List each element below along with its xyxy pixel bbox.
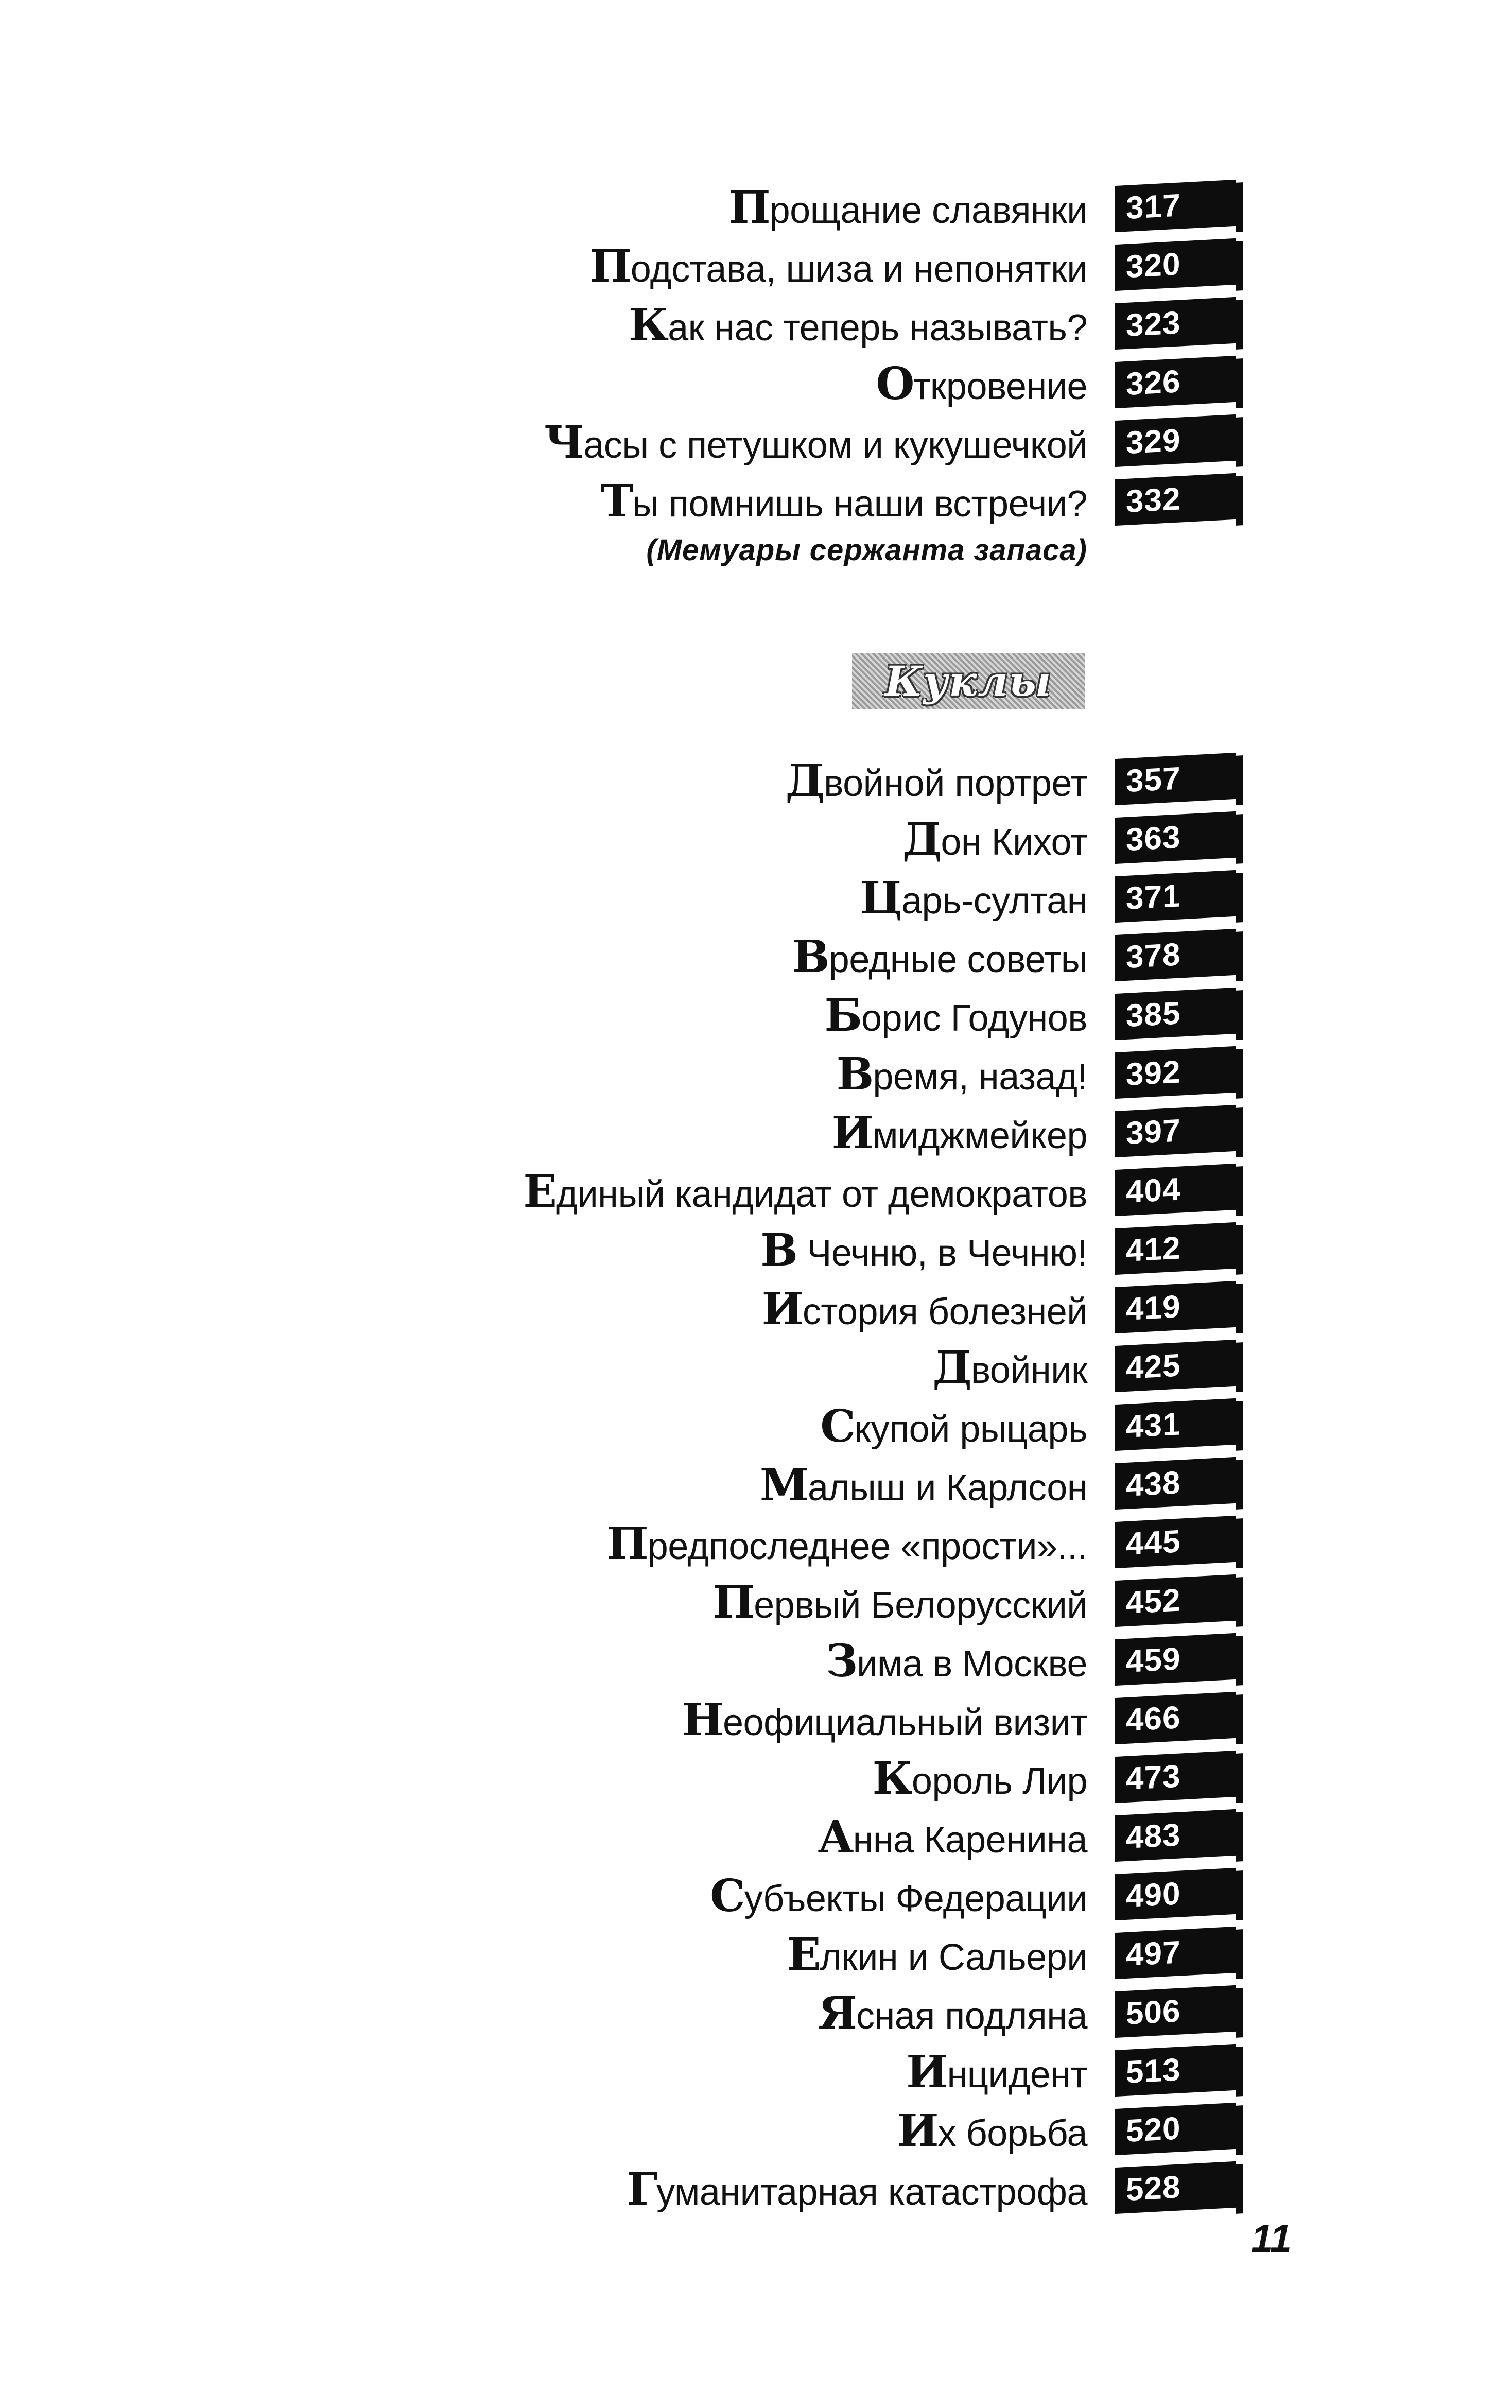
toc-entry-title xyxy=(818,1987,1087,2039)
page-number-badge: 332 xyxy=(1115,473,1236,526)
title-text: ткровение xyxy=(913,366,1087,407)
drop-cap: С xyxy=(820,1400,855,1452)
drop-cap: И xyxy=(761,1283,803,1335)
toc-entry-title xyxy=(761,1283,1087,1335)
toc-entry xyxy=(0,1284,1512,1336)
toc-entry-title xyxy=(606,1518,1087,1570)
page-folio: 11 xyxy=(1251,2217,1292,2261)
toc-entry xyxy=(0,815,1512,866)
section-label: Куклы xyxy=(852,653,1085,709)
title-text: убъекты Федерации xyxy=(744,1878,1087,1919)
drop-cap: М xyxy=(759,1459,808,1511)
page-number-badge: 329 xyxy=(1115,414,1236,467)
toc-entry xyxy=(0,1695,1512,1746)
drop-cap: Д xyxy=(785,755,824,807)
title-text: алыш и Карлсон xyxy=(808,1467,1087,1509)
title-text: еофициальный визит xyxy=(723,1702,1087,1743)
title-text: уманитарная катастрофа xyxy=(656,2172,1087,2213)
title-text: ремя, назад! xyxy=(873,1056,1087,1098)
drop-cap: Д xyxy=(932,1342,971,1394)
toc-entry xyxy=(0,1343,1512,1394)
page-number-badge: 506 xyxy=(1115,1985,1236,2038)
title-text: редпоследнее «прости»... xyxy=(647,1526,1087,1567)
toc-entry xyxy=(0,1108,1512,1159)
toc-entry xyxy=(0,300,1512,352)
page-number-badge: 371 xyxy=(1115,870,1236,923)
drop-cap: Т xyxy=(600,475,633,527)
toc-entry-title xyxy=(792,931,1087,983)
title-text: ы помнишь наши встречи? xyxy=(632,483,1087,525)
drop-cap: Ц xyxy=(859,872,902,924)
page-number-badge: 357 xyxy=(1115,753,1236,805)
toc-entry-title xyxy=(897,2105,1087,2157)
toc-entry-title xyxy=(824,990,1087,1042)
page-number-badge: 497 xyxy=(1115,1927,1236,1979)
drop-cap: И xyxy=(897,2105,938,2157)
toc-entry-title xyxy=(872,1753,1087,1805)
toc-entry-title xyxy=(627,2163,1087,2215)
page-number-badge: 490 xyxy=(1115,1868,1236,1920)
toc-entry-title xyxy=(589,240,1087,292)
page-number-badge: 363 xyxy=(1115,811,1236,864)
drop-cap: О xyxy=(876,358,914,410)
drop-cap: В xyxy=(792,931,829,983)
toc-entry xyxy=(0,241,1512,293)
page-number-badge: 438 xyxy=(1115,1457,1236,1510)
title-text: рощание славянки xyxy=(769,190,1087,231)
title-text: миджмейкер xyxy=(872,1115,1087,1156)
drop-cap: П xyxy=(589,240,631,292)
toc-entry-title xyxy=(785,755,1087,807)
page-number-badge: 520 xyxy=(1115,2103,1236,2155)
page-number-badge: 326 xyxy=(1115,356,1236,408)
toc-entry xyxy=(0,359,1512,410)
page-number-badge: 452 xyxy=(1115,1574,1236,1627)
toc-entry-title xyxy=(876,358,1088,410)
toc-entry xyxy=(0,1167,1512,1218)
title-text: сная подляна xyxy=(856,1996,1087,2037)
drop-cap: Ч xyxy=(544,417,584,469)
drop-cap: Е xyxy=(523,1166,556,1218)
title-text: купой рыцарь xyxy=(854,1409,1087,1450)
toc-entry xyxy=(0,183,1512,234)
toc-entry xyxy=(0,1988,1512,2040)
drop-cap: К xyxy=(872,1753,912,1805)
page-number-badge: 317 xyxy=(1115,180,1236,232)
toc-entry-title xyxy=(682,1694,1087,1746)
title-text: арь-султан xyxy=(901,880,1087,922)
toc-entry-title xyxy=(902,813,1087,865)
drop-cap: Д xyxy=(902,813,941,865)
drop-cap: П xyxy=(606,1518,648,1570)
toc-entry xyxy=(0,476,1512,528)
toc-entry xyxy=(0,2164,1512,2216)
toc-entry xyxy=(0,1812,1512,1864)
title-text: има в Москве xyxy=(857,1643,1087,1685)
toc-entry-title xyxy=(523,1166,1087,1218)
drop-cap: Е xyxy=(787,1929,820,1981)
toc-entry-title xyxy=(818,1811,1087,1863)
page-number-badge: 513 xyxy=(1115,2044,1236,2097)
toc-entry xyxy=(0,1871,1512,1922)
toc-entry-title xyxy=(728,182,1087,234)
toc-entry-title xyxy=(787,1929,1087,1981)
toc-entry xyxy=(0,932,1512,983)
entry-subtitle: (Мемуары сержанта запаса) xyxy=(646,533,1087,567)
drop-cap: С xyxy=(710,1870,744,1922)
toc-entry xyxy=(0,1225,1512,1277)
page-number-badge: 459 xyxy=(1115,1633,1236,1686)
toc-entry-title xyxy=(836,1048,1087,1100)
toc-entry-title xyxy=(906,2046,1087,2098)
title-text: асы с петушком и кукушечкой xyxy=(583,425,1087,466)
toc-entry xyxy=(0,2106,1512,2157)
title-text: войник xyxy=(970,1350,1087,1391)
toc-entry-title xyxy=(759,1459,1087,1511)
page-number-badge: 445 xyxy=(1115,1516,1236,1568)
title-text: лкин и Сальери xyxy=(820,1937,1087,1978)
toc-entry xyxy=(0,1636,1512,1688)
page-number-badge: 323 xyxy=(1115,297,1236,350)
page-number-badge: 385 xyxy=(1115,988,1236,1040)
toc-entry xyxy=(0,1754,1512,1805)
page-number-badge: 404 xyxy=(1115,1164,1236,1216)
toc-entry xyxy=(0,1930,1512,1981)
toc-entry xyxy=(0,1460,1512,1512)
toc-entry xyxy=(0,1578,1512,1629)
toc-entry xyxy=(0,1049,1512,1101)
toc-entry xyxy=(0,991,1512,1042)
page-number-badge: 473 xyxy=(1115,1751,1236,1803)
page-number-badge: 392 xyxy=(1115,1046,1236,1099)
toc-entry xyxy=(0,873,1512,925)
toc-entry xyxy=(0,418,1512,469)
drop-cap: К xyxy=(628,299,668,351)
drop-cap: П xyxy=(728,182,770,234)
title-text: войной портрет xyxy=(824,763,1087,804)
toc-entry-title xyxy=(760,1224,1087,1276)
drop-cap: П xyxy=(712,1577,754,1629)
drop-cap: З xyxy=(826,1635,857,1687)
toc-entry-title xyxy=(831,1107,1087,1159)
title-text: ак нас теперь называть? xyxy=(668,307,1087,349)
page-number-badge: 412 xyxy=(1115,1222,1236,1275)
toc-entry xyxy=(0,756,1512,807)
title-text: орис Годунов xyxy=(861,998,1087,1039)
title-text: редные советы xyxy=(828,939,1087,980)
page-number-badge: 466 xyxy=(1115,1692,1236,1744)
drop-cap: Н xyxy=(682,1694,723,1746)
toc-entry xyxy=(0,2047,1512,2099)
page-number-badge: 483 xyxy=(1115,1809,1236,1862)
page-number-badge: 425 xyxy=(1115,1340,1236,1392)
toc-entry-title xyxy=(710,1870,1087,1922)
page-number-badge: 528 xyxy=(1115,2161,1236,2214)
title-text: он Кихот xyxy=(941,822,1087,863)
toc-entry-title xyxy=(932,1342,1087,1394)
page-number-badge: 419 xyxy=(1115,1281,1236,1333)
drop-cap: В xyxy=(760,1224,797,1276)
drop-cap: И xyxy=(906,2046,947,2098)
title-text: х борьба xyxy=(937,2113,1087,2154)
drop-cap: В xyxy=(836,1048,873,1100)
drop-cap: И xyxy=(831,1107,873,1159)
title-text: стория болезней xyxy=(802,1291,1087,1332)
page-number-badge: 397 xyxy=(1115,1105,1236,1157)
title-text: одстава, шиза и непонятки xyxy=(630,249,1087,290)
title-text: нна Каренина xyxy=(853,1820,1087,1861)
title-text: Чечню, в Чечню! xyxy=(796,1233,1087,1274)
toc-entry-title xyxy=(544,417,1087,469)
toc-entry xyxy=(0,1519,1512,1570)
drop-cap: Б xyxy=(824,990,861,1042)
toc-entry-title xyxy=(628,299,1087,351)
toc-entry xyxy=(0,1401,1512,1453)
toc-entry-title xyxy=(826,1635,1087,1687)
title-text: ороль Лир xyxy=(911,1761,1087,1802)
toc-entry-title xyxy=(712,1577,1087,1629)
toc-entry-title xyxy=(600,475,1087,527)
drop-cap: Я xyxy=(818,1987,856,2039)
toc-entry-title xyxy=(820,1400,1087,1452)
page-number-badge: 431 xyxy=(1115,1398,1236,1451)
title-text: диный кандидат от демократов xyxy=(555,1174,1087,1215)
page-number-badge: 378 xyxy=(1115,929,1236,981)
title-text: ервый Белорусский xyxy=(754,1585,1087,1626)
drop-cap: Г xyxy=(627,2163,657,2215)
drop-cap: А xyxy=(818,1811,853,1863)
title-text: нцидент xyxy=(947,2054,1087,2095)
page-number-badge: 320 xyxy=(1115,238,1236,291)
toc-entry-title xyxy=(859,872,1087,924)
